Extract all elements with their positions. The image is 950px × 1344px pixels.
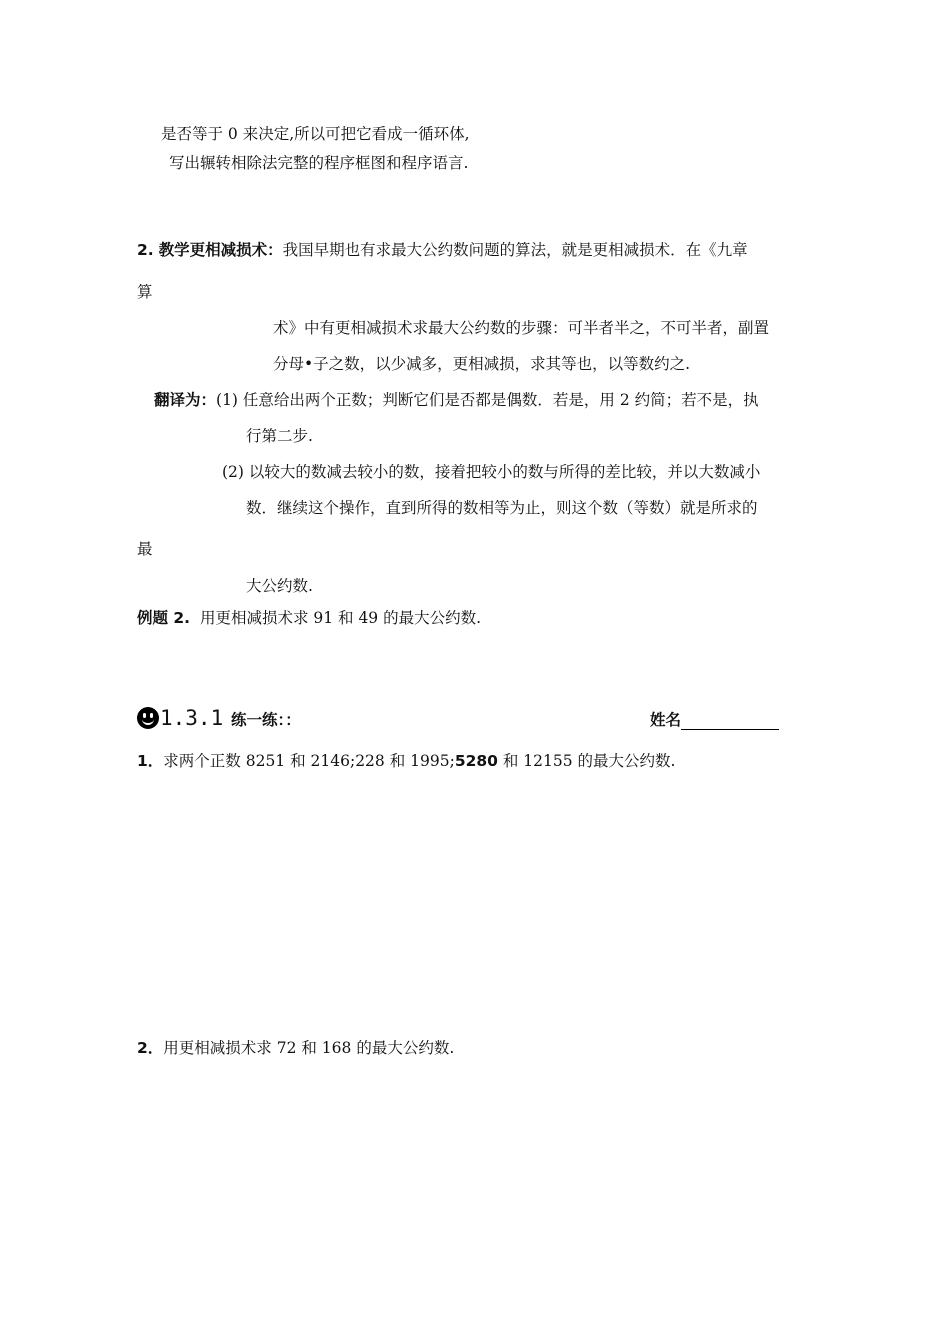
question-1-text-b: 和 12155 的最大公约数. (497, 752, 676, 770)
question-1-text-bold: 5280 (454, 752, 498, 770)
section2-text: 我国早期也有求最大公约数问题的算法，就是更相减损术．在《九章 (282, 241, 748, 259)
step2-number: (2) (222, 463, 244, 481)
step2-text: 以较大的数减去较小的数，接着把较小的数与所得的差比较，并以大数减小 (248, 463, 761, 481)
question-1-number: 1． (137, 752, 164, 770)
translation-step2-line-4: 大公约数. (246, 577, 313, 595)
example-text: 用更相减损术求 91 和 49 的最大公约数. (199, 609, 482, 627)
name-label: 姓名 (650, 711, 682, 729)
example-label: 例题 2. (137, 609, 191, 627)
practice-title: 练一练：： (231, 711, 301, 729)
question-2 (137, 1038, 454, 1058)
translation-step2-line-2: 数．继续这个操作，直到所得的数相等为止，则这个数（等数）就是所求的 (246, 499, 758, 517)
translation-label: 翻译为： (154, 391, 217, 409)
section2-line-3: 术》中有更相减损术求最大公约数的步骤：可半者半之，不可半者，副置 (273, 319, 770, 337)
section2-line-4: 分母•子之数，以少减多，更相减损，求其等也，以等数约之. (273, 355, 691, 373)
name-field[interactable] (650, 710, 779, 730)
intro-line-1: 是否等于 0 来决定,所以可把它看成一循环体, (161, 125, 470, 143)
section2-line-2: 算 (137, 283, 153, 301)
smiley-icon (137, 707, 159, 729)
example-2 (137, 608, 481, 628)
question-2-number: 2． (137, 1039, 164, 1057)
translation-step2-line-1 (222, 462, 760, 482)
translation-step1-line-2: 行第二步. (246, 427, 313, 445)
practice-number: 1.3.1 (160, 706, 224, 730)
question-2-text: 用更相减损术求 72 和 168 的最大公约数. (163, 1039, 455, 1057)
translation-step2-line-3: 最 (137, 540, 153, 558)
translation-step1-line-1 (154, 390, 759, 410)
section2-line-1 (137, 240, 748, 260)
section2-number: 2. (137, 241, 154, 259)
step1-number: (1) (216, 391, 238, 409)
name-blank-line[interactable] (681, 713, 779, 730)
intro-line-2: 写出辗转相除法完整的程序框图和程序语言. (169, 154, 469, 172)
step1-text: 任意给出两个正数；判断它们是否都是偶数．若是，用 2 约简；若不是，执 (242, 391, 759, 409)
question-1 (137, 751, 675, 771)
question-1-text-a: 求两个正数 8251 和 2146;228 和 1995; (163, 752, 455, 770)
section2-heading: 教学更相减损术： (158, 241, 283, 259)
